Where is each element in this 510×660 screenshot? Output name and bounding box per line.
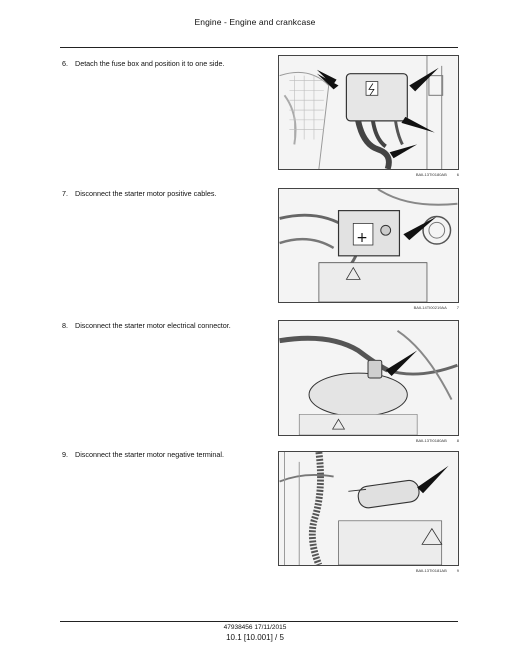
step-text: Detach the fuse box and position it to one side. [75, 59, 225, 68]
step-8 [62, 321, 231, 330]
step-6 [62, 59, 224, 68]
figure-number: 9 [456, 568, 459, 573]
figure-starter-connector [278, 320, 459, 436]
figure-caption-7 [278, 305, 459, 310]
figure-code: BAIL14TI00219AA [413, 305, 447, 310]
step-number: 7. [62, 189, 68, 198]
fuse-box-illustration [279, 56, 458, 169]
figure-number: 8 [456, 438, 459, 443]
svg-text:+: + [356, 230, 368, 247]
step-9 [62, 450, 224, 459]
figure-caption-8 [278, 438, 459, 443]
figure-caption-9 [278, 568, 459, 573]
figure-fuse-box [278, 55, 459, 170]
footer-doc-code: 47938456 17/11/2015 [223, 624, 287, 631]
figure-code: BAIL13TI0180AB [415, 438, 447, 443]
step-text: Disconnect the starter motor positive cables. [75, 189, 217, 198]
footer-page-ref: 10.1 [10.001] / 5 [226, 633, 284, 642]
step-text: Disconnect the starter motor electrical connector. [75, 321, 231, 330]
figure-number: 6 [456, 172, 459, 177]
figure-code: BAIL13TI0181AB [415, 568, 447, 573]
page-header-title: Engine - Engine and crankcase [194, 17, 316, 27]
step-number: 8. [62, 321, 68, 330]
footer-divider [60, 621, 458, 622]
step-text: Disconnect the starter motor negative terminal. [75, 450, 225, 459]
figure-caption-6 [278, 172, 459, 177]
figure-starter-negative [278, 451, 459, 566]
step-number: 6. [62, 59, 68, 68]
starter-connector-illustration [279, 321, 458, 435]
figure-number: 7 [456, 305, 459, 310]
figure-code: BAIL13TI0180AB [415, 172, 447, 177]
header-divider [60, 47, 458, 48]
step-7 [62, 189, 216, 198]
step-number: 9. [62, 450, 68, 459]
starter-positive-illustration [279, 189, 458, 302]
figure-starter-positive [278, 188, 459, 303]
starter-negative-illustration [279, 452, 458, 565]
